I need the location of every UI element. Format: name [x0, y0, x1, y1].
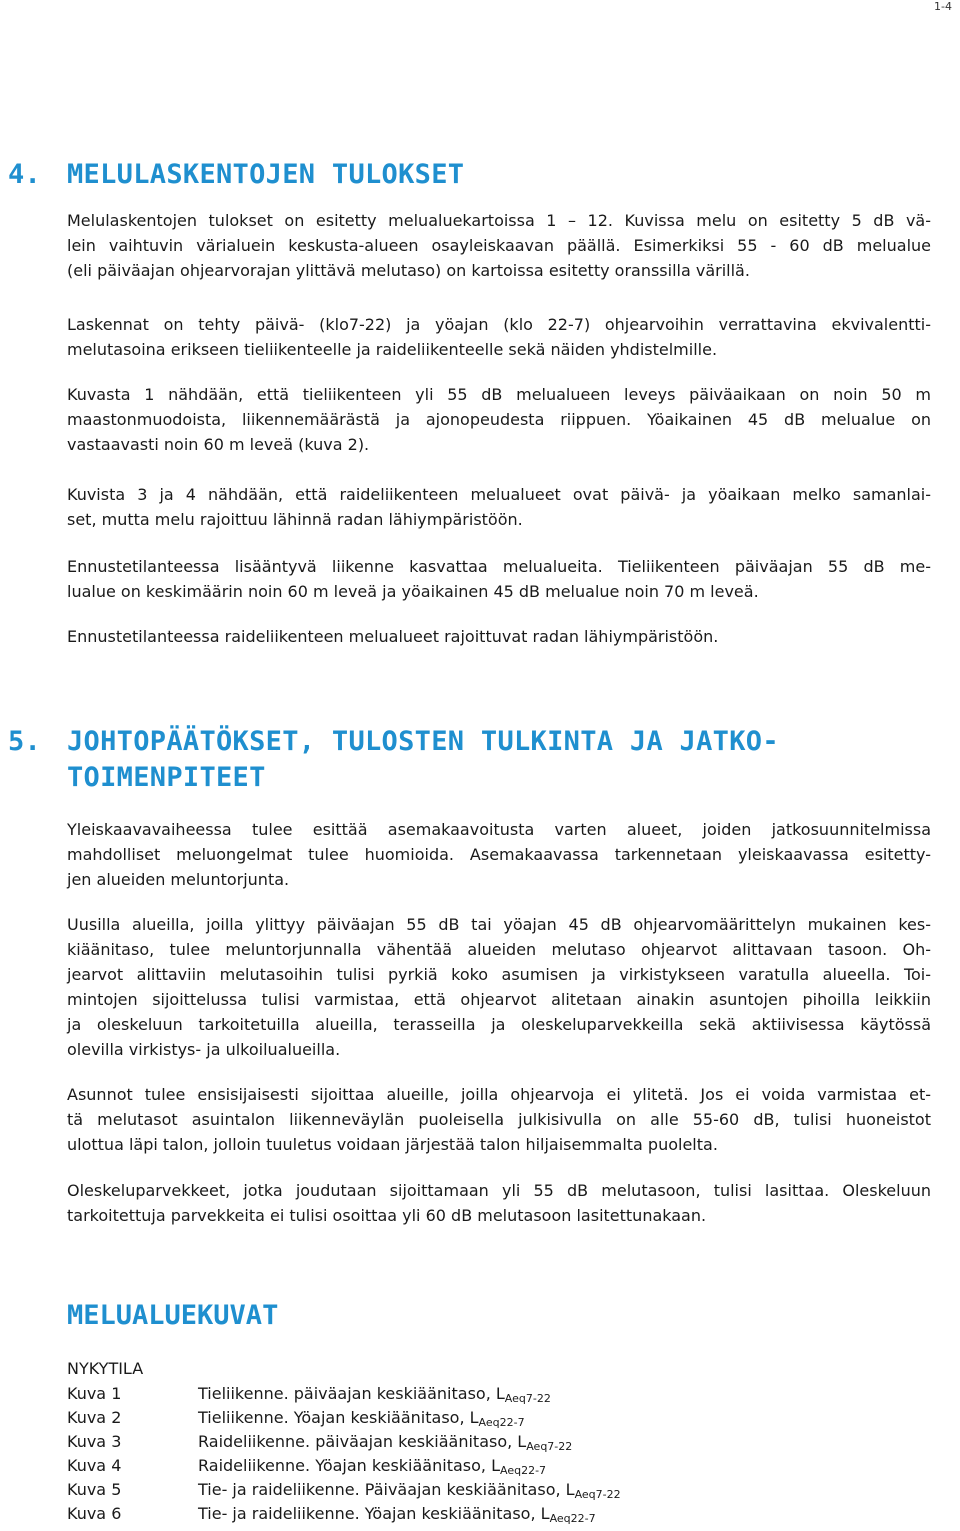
section-4-paragraph [67, 554, 931, 604]
section-4-number: 4. [8, 159, 42, 190]
text-line: (eli päiväajan ohjearvorajan ylittävä melutaso) on kartoissa esitetty oranssilla värillä. [67, 261, 750, 280]
text-line: Ennustetilanteessa lisääntyvä liikenne kasvattaa melualueita. Tieliikenteen päiväajan 55 dB me- [67, 557, 931, 576]
section-4-paragraph [67, 208, 931, 283]
section-4-paragraph [67, 312, 931, 362]
page-number: 1-4 [934, 0, 952, 13]
text-line: ja oleskeluun tarkoitetuilla alueilla, terasseilla ja oleskeluparvekkeilla sekä aktiivisessa käytössä [67, 1015, 931, 1034]
text-line: Uusilla alueilla, joilla ylittyy päiväajan 55 dB tai yöajan 45 dB ohjearvomäärittelyn mukainen kes- [67, 915, 931, 934]
text-line: mintojen sijoittelussa tulisi varmistaa, että ohjearvot alitetaan ainakin asuntojen pihoilla leikkiin [67, 990, 931, 1009]
figure-description: Tie- ja raideliikenne. Päiväajan keskiäänitaso, $L_{Aeq7-22}$ [198, 1480, 621, 1501]
section-4-paragraph [67, 482, 931, 532]
figure-description: Tieliikenne. Yöajan keskiäänitaso, $L_{Aeq22-7}$ [198, 1408, 525, 1429]
figure-description: Tie- ja raideliikenne. Yöajan keskiäänitaso, $L_{Aeq22-7}$ [198, 1504, 596, 1525]
text-line: jen alueiden meluntorjunta. [67, 870, 290, 889]
figure-description: Tieliikenne. päiväajan keskiäänitaso, $L_{Aeq7-22}$ [198, 1384, 551, 1405]
text-line: Kuvista 3 ja 4 nähdään, että raideliikenteen melualueet ovat päivä- ja yöaikaan melko samanlai- [67, 485, 931, 504]
text-line: Asunnot tulee ensisijaisesti sijoittaa alueille, joilla ohjearvoja ei ylitetä. Jos ei voida varmistaa et- [67, 1085, 931, 1104]
text-line: mahdolliset meluongelmat tulee huomioida. Asemakaavassa tarkennetaan yleiskaavassa esitetty- [67, 845, 931, 864]
figure-label: Kuva 2 [67, 1408, 122, 1427]
figure-description: Raideliikenne. päiväajan keskiäänitaso, $L_{Aeq7-22}$ [198, 1432, 573, 1453]
figure-description: Raideliikenne. Yöajan keskiäänitaso, $L_{Aeq22-7}$ [198, 1456, 547, 1477]
figures-subtitle: NYKYTILA [67, 1359, 144, 1378]
figure-label: Kuva 3 [67, 1432, 122, 1451]
text-line: Oleskeluparvekkeet, jotka joudutaan sijoittamaan yli 55 dB melutasoon, tulisi lasittaa. Oleskeluun [67, 1181, 931, 1200]
text-line: melutasoina erikseen tieliikenteelle ja raideliikenteelle sekä näiden yhdistelmille. [67, 340, 718, 359]
section-4-paragraph [67, 382, 931, 457]
text-line: Kuvasta 1 nähdään, että tieliikenteen yli 55 dB melualueen leveys päiväaikaan on noin 50 m [67, 385, 931, 404]
section-4-title: MELULASKENTOJEN TULOKSET [67, 159, 465, 190]
figure-label: Kuva 6 [67, 1504, 122, 1523]
text-line: lualue on keskimäärin noin 60 m leveä ja yöaikainen 45 dB melualue noin 70 m leveä. [67, 582, 759, 601]
section-5-title-line-1: JOHTOPÄÄTÖKSET, TULOSTEN TULKINTA JA JATKO- [67, 726, 779, 757]
figures-title: MELUALUEKUVAT [67, 1300, 279, 1331]
section-5-paragraph [67, 912, 931, 1062]
section-4-paragraph [67, 624, 931, 649]
text-line: tarkoitettuja parvekkeita ei tulisi osoittaa yli 60 dB melutasoon lasitettunakaan. [67, 1206, 707, 1225]
section-5-number: 5. [8, 726, 42, 757]
text-line: Laskennat on tehty päivä- (klo7-22) ja yöajan (klo 22-7) ohjearvoihin verrattavina ekvivalentti- [67, 315, 931, 334]
figure-label: Kuva 5 [67, 1480, 122, 1499]
text-line: Yleiskaavavaiheessa tulee esittää asemakaavoitusta varten alueet, joiden jatkosuunnitelmissa [67, 820, 931, 839]
section-5-title-line-2: TOIMENPITEET [67, 762, 266, 793]
text-line: set, mutta melu rajoittuu lähinnä radan lähiympäristöön. [67, 510, 523, 529]
figure-label: Kuva 4 [67, 1456, 122, 1475]
text-line: maastonmuodoista, liikennemäärästä ja ajonopeudesta riippuen. Yöaikainen 45 dB melualue on [67, 410, 931, 429]
text-line: tä melutasot asuintalon liikenneväylän puoleisella julkisivulla on alle 55-60 dB, tulisi huoneistot [67, 1110, 931, 1129]
section-5-paragraph [67, 817, 931, 892]
text-line: vastaavasti noin 60 m leveä (kuva 2). [67, 435, 370, 454]
text-line: jearvot alittaviin melutasoihin tulisi pyrkiä koko asumisen ja virkistykseen varatulla alueella. Toi- [67, 965, 931, 984]
text-line: ulottua läpi talon, jolloin tuuletus voidaan järjestää talon hiljaisemmalta puolelta. [67, 1135, 718, 1154]
text-line: kiäänitaso, tulee meluntorjunnalla vähentää alueiden melutaso ohjearvot alittavaan tasoon. Oh- [67, 940, 931, 959]
text-line: Ennustetilanteessa raideliikenteen melualueet rajoittuvat radan lähiympäristöön. [67, 627, 719, 646]
text-line: lein vaihtuvin värialuein keskusta-alueen osayleiskaavan päällä. Esimerkiksi 55 - 60 dB melualue [67, 236, 931, 255]
figure-label: Kuva 1 [67, 1384, 122, 1403]
section-5-paragraph [67, 1082, 931, 1157]
text-line: Melulaskentojen tulokset on esitetty melualuekartoissa 1 – 12. Kuvissa melu on esitetty 5 dB vä- [67, 211, 931, 230]
text-line: olevilla virkistys- ja ulkoilualueilla. [67, 1040, 341, 1059]
section-5-paragraph [67, 1178, 931, 1228]
